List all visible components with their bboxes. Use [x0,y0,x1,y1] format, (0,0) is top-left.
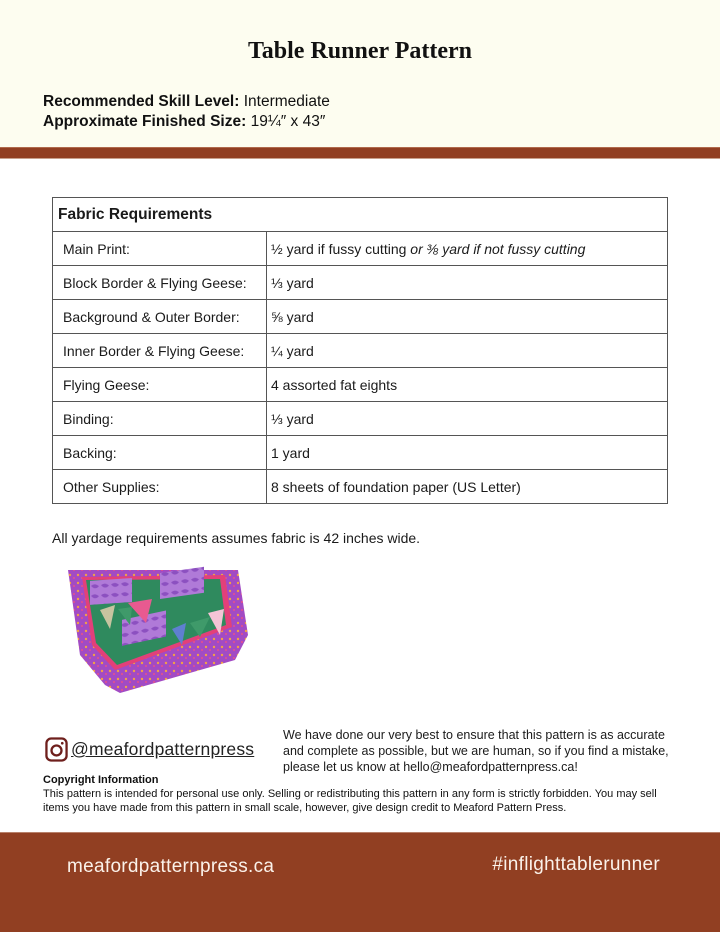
copyright-title: Copyright Information [43,774,159,786]
page-title: Table Runner Pattern [247,38,472,64]
row-label: Main Print: [53,232,267,266]
footer-website-link[interactable]: meafordpatternpress.ca [67,856,275,877]
row-value: 1 yard [267,436,668,470]
value-alt-text: or ⅜ yard if not fussy cutting [406,240,586,257]
table-row [53,266,668,300]
quilt-photo [60,565,252,702]
table-row [53,436,668,470]
finished-size [43,112,330,132]
instagram-icon [45,737,68,762]
skill-level [43,92,330,112]
row-label: Block Border & Flying Geese: [53,266,267,300]
row-label: Flying Geese: [53,368,267,402]
table-row [53,232,668,266]
finished-size-value: 19¼″ x 43″ [246,113,326,130]
row-value: 8 sheets of foundation paper (US Letter) [267,470,668,504]
table-row [53,300,668,334]
row-value: 4 assorted fat eights [267,368,668,402]
row-label: Inner Border & Flying Geese: [53,334,267,368]
copyright-text: This pattern is intended for personal use only. Selling or redistributing this pattern in any form is strictly forbidden. You may sell items you have made from this pattern in small scale, however, give design credit to Meaford Pattern Press. [43,788,657,814]
pattern-meta [43,92,330,132]
table-row [53,402,668,436]
skill-level-label: Recommended Skill Level: [43,93,240,110]
header-divider [0,147,720,159]
row-label: Backing: [53,436,267,470]
finished-size-label: Approximate Finished Size: [43,113,247,130]
disclaimer-text: We have done our very best to ensure that this pattern is as accurate and complete as possible, but we are human, so if you find a mistake, please let us know at hello@meafordpatternpress.ca! [283,728,669,774]
quilt-photo-image [60,565,252,702]
value-text: ½ yard if fussy cutting [271,240,407,257]
row-value: ⅓ yard [267,266,668,300]
footer-band [0,832,720,932]
instagram-handle[interactable]: @meafordpatternpress [71,739,255,759]
table-row [53,368,668,402]
header-band [0,0,720,147]
skill-level-value: Intermediate [239,93,330,110]
fabric-requirements-table [52,197,668,504]
table-row [53,334,668,368]
row-label: Other Supplies: [53,470,267,504]
table-title: Fabric Requirements [53,198,668,232]
row-value: ⅝ yard [267,300,668,334]
row-value [267,232,668,266]
instagram-link[interactable] [45,737,254,762]
table-row [53,470,668,504]
row-label: Background & Outer Border: [53,300,267,334]
footer-hashtag: #inflighttablerunner [492,854,660,875]
row-value: ⅓ yard [267,402,668,436]
row-label: Binding: [53,402,267,436]
yardage-note: All yardage requirements assumes fabric is 42 inches wide. [52,530,421,546]
row-value: ¼ yard [267,334,668,368]
